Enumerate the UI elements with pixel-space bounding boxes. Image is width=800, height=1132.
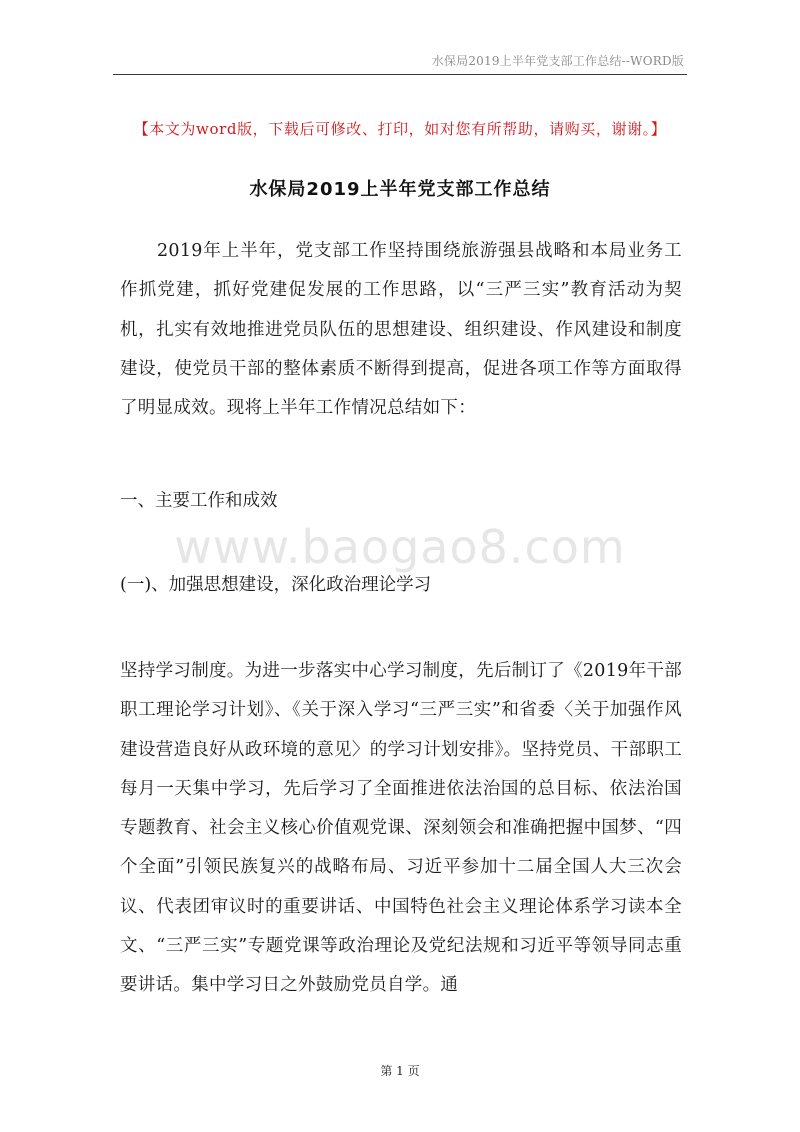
header-divider xyxy=(113,74,687,75)
intro-paragraph: 2019年上半年，党支部工作坚持围绕旅游强县战略和本局业务工作抓党建，抓好党建促发展的工作思路，以“三严三实”教育活动为契机，扎实有效地推进党员队伍的思想建设、组织建设、作风建设和制度建设，使党员干部的整体素质不断得到提高，促进各项工作等方面取得了明显成效。现将上半年工作情况总结如下： xyxy=(120,241,682,419)
section-heading: 一、主要工作和成效 xyxy=(120,491,278,511)
subsection-heading: (一)、加强思想建设，深化政治理论学习 xyxy=(120,575,432,595)
download-notice: 【本文为word版，下载后可修改、打印，如对您有所帮助，请购买，谢谢。】 xyxy=(133,120,667,138)
document-title: 水保局2019上半年党支部工作总结 xyxy=(249,179,551,200)
page-number: 第 1 页 xyxy=(380,1064,420,1078)
watermark: www.baogao8.com xyxy=(174,520,626,574)
body-paragraph: 坚持学习制度。为进一步落实中心学习制度，先后制订了《2019年干部职工理论学习计划》、《关于深入学习“三严三实”和省委〈关于加强作风建设营造良好从政环境的意见〉的学习计划安排》。坚持党员、干部职工每月一天集中学习，先后学习了全面推进依法治国的总目标、依法治国专题教育、社会主义核心价值观党课、深刻领会和准确把握中国梦、“四个全面”引领民族复兴的战略布局、习近平参加十二届全国人大三次会议、代表团审议时的重要讲话、中国特色社会主义理论体系学习读本全文、“三严三实”专题党课等政治理论及党纪法规和习近平等领导同志重要讲话。集中学习日之外鼓励党员自学。通 xyxy=(120,661,682,996)
running-header: 水保局2019上半年党支部工作总结--WORD版 xyxy=(431,54,684,68)
